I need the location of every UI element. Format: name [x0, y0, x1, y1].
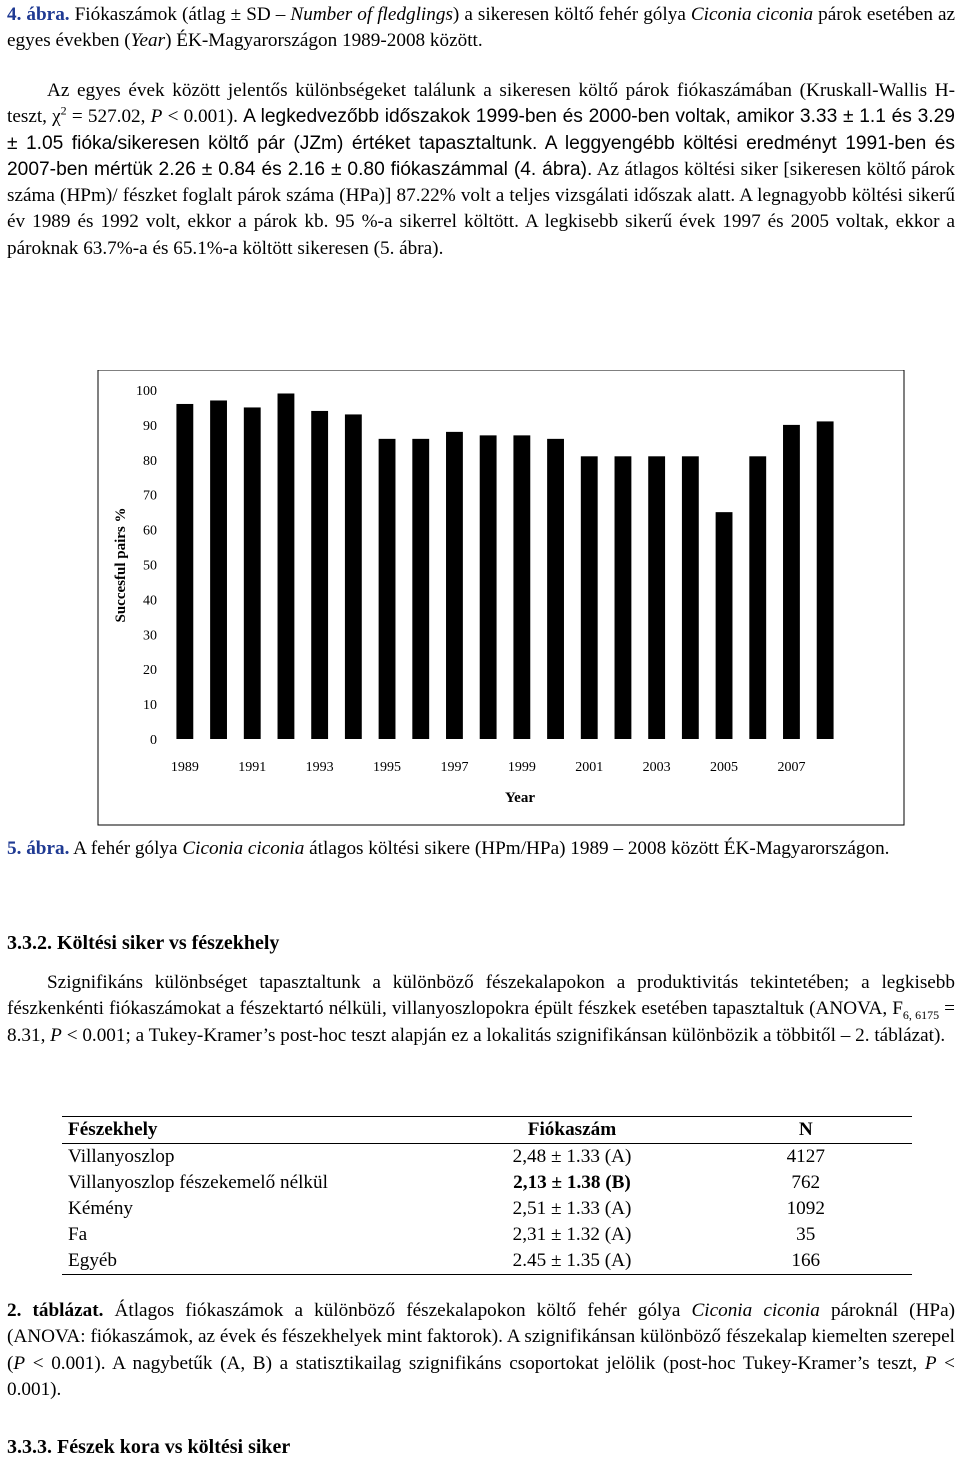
bar-2005	[716, 512, 733, 739]
p-symbol: P	[924, 1352, 937, 1374]
y-tick-label: 50	[143, 558, 157, 574]
header-nest-site: Fészekhely	[62, 1117, 445, 1144]
y-tick-label: 10	[143, 698, 157, 714]
y-tick-label: 90	[143, 418, 157, 434]
x-tick-label: 1993	[305, 760, 334, 775]
subscript: 6, 6175	[902, 1008, 940, 1023]
bar-1991	[244, 407, 261, 739]
table-cell: Fa	[68, 1224, 88, 1245]
table-row	[62, 1196, 912, 1222]
figure-5-label: 5. ábra.	[7, 838, 70, 859]
y-tick-label: 40	[143, 593, 157, 609]
bar-1997	[446, 432, 463, 739]
table-row	[62, 1144, 912, 1171]
table-cell: Kémény	[68, 1198, 134, 1219]
caption-text: Fiókaszámok (átlag ± SD –	[69, 4, 291, 25]
paragraph-text: < 0.001; a Tukey-Kramer’s post-hoc teszt alapján ez a lokalitás szignifikánsan különbözik a többitől – 2. táblázat).	[61, 1024, 946, 1046]
x-tick-label: 2001	[575, 760, 604, 775]
bar-1996	[412, 439, 429, 739]
table-header-row	[62, 1117, 912, 1144]
bar-1999	[513, 435, 530, 739]
bar-2003	[648, 456, 665, 739]
paragraph-text: = 527.02,	[66, 106, 151, 128]
x-tick-label: 1999	[507, 760, 536, 775]
caption-italic-text: Number of fledglings	[290, 4, 453, 25]
species-name: Ciconia ciconia	[691, 1300, 820, 1321]
table-cell: 2,48 ± 1.33 (A)	[512, 1146, 632, 1167]
table-cell: 166	[700, 1248, 913, 1275]
table-cell-bold: 2,13 ± 1.38 (B)	[513, 1172, 631, 1193]
bar-2002	[615, 456, 632, 739]
bar-2004	[682, 456, 699, 739]
p-symbol: P	[13, 1352, 26, 1374]
y-tick-label: 60	[143, 523, 157, 539]
caption-text: ) ÉK-Magyarországon 1989-2008 között.	[165, 30, 483, 52]
x-tick-label: 1995	[373, 760, 402, 775]
caption-text: párok esetében az egyes években (	[7, 4, 955, 52]
header-n: N	[700, 1117, 913, 1144]
table-row-highlighted	[62, 1170, 912, 1196]
y-tick-label: 80	[143, 453, 157, 469]
table-row	[62, 1222, 912, 1248]
table-2	[62, 1116, 912, 1275]
x-tick-label: 2003	[642, 760, 671, 775]
bar-2007	[783, 425, 800, 739]
caption-italic-text: Year	[130, 30, 166, 52]
caption-text: átlagos költési sikere (HPm/HPa) 1989 – 2008 között ÉK-Magyarországon.	[304, 838, 890, 859]
p-symbol: P	[50, 1024, 62, 1046]
x-tick-label: 1989	[170, 760, 199, 775]
paragraph-sans-text: A legkedvezőbb időszakok 1999-ben és 2000-ben voltak, amikor 3.33 ± 1.1 és 3.29 ± 1.05 fióka/sikeresen költő pár (JZm) értéket tapasztaltunk. A leggyengébb költési eredményt 1991-ben és 2007-ben mértük 2.26 ± 0.84 és 2.16 ± 0.80 fiókaszámmal (4. ábra).	[7, 106, 955, 180]
breeding-success-bar-chart	[7, 370, 907, 828]
bar-1989	[176, 404, 193, 739]
p-symbol: P	[150, 106, 163, 128]
bar-2008	[817, 421, 834, 739]
species-name: Ciconia ciconia	[182, 838, 305, 859]
bar-1998	[480, 435, 497, 739]
table-cell: 4127	[786, 1146, 825, 1167]
bar-2000	[547, 439, 564, 739]
bar-1992	[278, 393, 295, 739]
caption-text: pároknál (HPa) (ANOVA: fiókaszámok, az évek és fészekhelyek mint faktorok). A szignifikánsan különböző fészekalap kiemelten szerepel (	[7, 1300, 956, 1374]
bar-2006	[749, 456, 766, 739]
bar-1993	[311, 411, 328, 739]
paragraph-text: Az átlagos költési siker [sikeresen költő párok száma (HPm)/ fészket foglalt párok száma (HPa)] 87.22% volt a teljes vizsgálati időszak alatt. A legnagyobb költési sikerű év 1989 és 1992 volt, ekkor a párok kb. 95 %-a sikerrel költött. A legkisebb sikerű évek 1997 és 2005 voltak, ekkor a pároknak 63.7%-a és 65.1%-a költött sikeresen (5. ábra).	[7, 158, 955, 259]
figure-4-caption	[7, 2, 955, 55]
caption-text: Átlagos fiókaszámok a különböző fészekalapokon költő fehér gólya	[103, 1300, 692, 1321]
table-cell: 35	[796, 1224, 816, 1245]
table-cell: Villanyoszlop fészekemelő nélkül	[68, 1172, 328, 1193]
figure-4-label: 4. ábra.	[7, 4, 70, 25]
x-tick-label: 1997	[440, 760, 469, 775]
paragraph-text: < 0.001).	[162, 106, 244, 128]
bar-2001	[581, 456, 598, 739]
table-cell: 2,51 ± 1.33 (A)	[512, 1198, 632, 1219]
x-axis-label: Year	[505, 790, 535, 806]
section-heading-3-3-3: 3.3.3. Fészek kora vs költési siker	[7, 1436, 291, 1458]
y-tick-label: 0	[150, 733, 157, 748]
table-2-caption	[7, 1298, 955, 1403]
results-paragraph	[7, 78, 955, 262]
caption-text: A fehér gólya	[69, 838, 183, 859]
x-tick-label: 2005	[710, 760, 739, 775]
table-cell: 2,31 ± 1.32 (A)	[512, 1224, 632, 1245]
paragraph-text: Az egyes évek között jelentős különbségeket találunk a sikeresen költő párok fiókaszámában (Kruskall-Wallis H-teszt, χ	[7, 80, 955, 128]
caption-text: < 0.001). A nagybetűk (A, B) a statisztikailag szignifikáns csoportokat jelölik (post-hoc Tukey-Kramer’s teszt,	[25, 1352, 925, 1374]
figure-5-caption	[7, 836, 955, 862]
y-tick-label: 100	[136, 384, 157, 399]
paragraph-text: = 8.31,	[7, 998, 955, 1046]
y-tick-label: 70	[143, 488, 157, 504]
bar-1994	[345, 414, 362, 739]
header-fledglings: Fiókaszám	[445, 1117, 700, 1144]
x-tick-label: 2007	[777, 760, 806, 775]
table-cell: Villanyoszlop	[68, 1146, 175, 1167]
bar-1995	[379, 439, 396, 739]
nest-site-paragraph	[7, 970, 955, 1049]
x-tick-label: 1991	[238, 760, 267, 775]
table-cell: 1092	[786, 1198, 825, 1219]
table-cell: 762	[791, 1172, 821, 1193]
bar-1990	[210, 400, 227, 739]
table-cell: 2.45 ± 1.35 (A)	[445, 1248, 700, 1275]
y-tick-label: 30	[143, 628, 157, 644]
table-cell: Egyéb	[62, 1248, 445, 1275]
table-row	[62, 1248, 912, 1275]
y-axis-label: Succesful pairs %	[113, 507, 129, 623]
y-tick-label: 20	[143, 663, 157, 679]
section-heading-3-3-2: 3.3.2. Költési siker vs fészekhely	[7, 932, 280, 954]
table-2-label: 2. táblázat.	[7, 1300, 104, 1321]
species-name: Ciconia ciconia	[690, 4, 814, 25]
paragraph-text: Szignifikáns különbséget tapasztaltunk a különböző fészekalapokon a produktivitás tekintetében; a legkisebb fészkenkénti fiókaszámokat a fészektartó nélküli, villanyoszlopokra épült fészkek esetében tapasztaltuk (ANOVA, F	[7, 972, 955, 1020]
caption-text: ) a sikeresen költő fehér gólya	[452, 4, 691, 25]
superscript: 2	[60, 103, 67, 118]
caption-text: < 0.001).	[7, 1352, 955, 1400]
